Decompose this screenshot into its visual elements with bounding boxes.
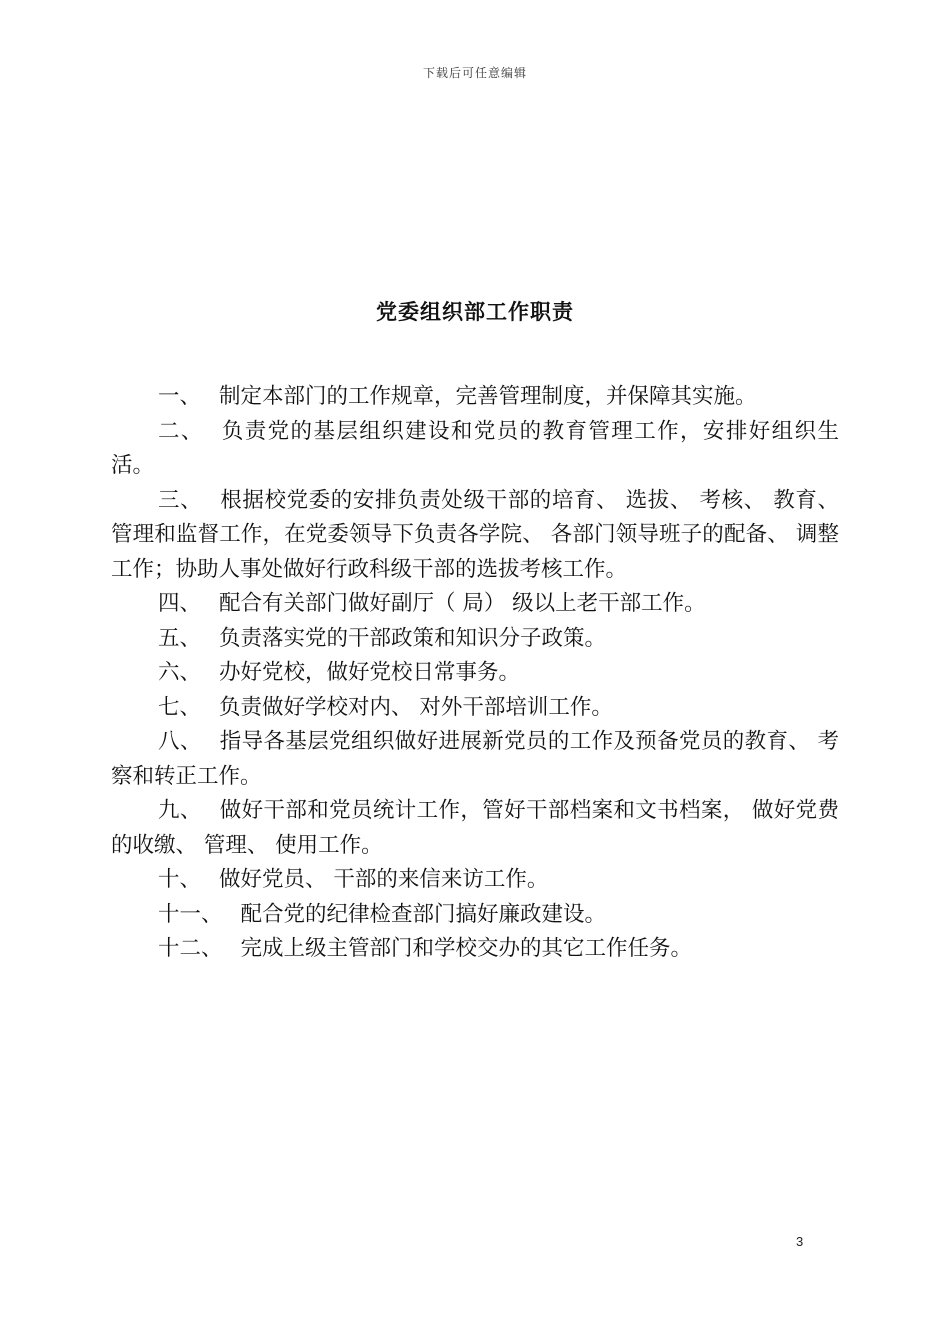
- duty-item-text: 负责党的基层组织建设和党员的教育管理工作，安排好组织生活。: [111, 418, 839, 478]
- duty-item-9: [111, 794, 839, 863]
- duty-item-number: 五、: [158, 625, 202, 651]
- duty-item-text: 做好干部和党员统计工作，管好干部档案和文书档案， 做好党费的收缴、 管理、 使用工作。: [111, 798, 839, 858]
- duty-item-text: 负责落实党的干部政策和知识分子政策。: [219, 625, 607, 651]
- duty-item-11: [111, 898, 839, 933]
- page-number: 3: [796, 1234, 804, 1249]
- duty-item-number: 十、: [158, 867, 202, 892]
- duty-item-7: [111, 691, 839, 726]
- document-title: 党委组织部工作职责: [376, 300, 574, 324]
- duty-item-text: 指导各基层党组织做好进展新党员的工作及预备党员的教育、 考察和转正工作。: [111, 729, 839, 789]
- duty-item-1: [111, 380, 839, 415]
- duty-item-text: 办好党校，做好党校日常事务。: [219, 660, 521, 685]
- duty-item-text: 负责做好学校对内、 对外干部培训工作。: [219, 694, 613, 720]
- duty-item-number: 六、: [158, 660, 202, 685]
- duty-item-text: 配合有关部门做好副厅（ 局） 级以上老干部工作。: [219, 591, 706, 616]
- duty-item-number: 三、: [158, 487, 203, 513]
- duty-item-text: 配合党的纪律检查部门搞好廉政建设。: [240, 901, 607, 927]
- header-note: 下载后可任意编辑: [422, 66, 527, 80]
- duty-item-6: [111, 656, 839, 691]
- duty-item-text: 根据校党委的安排负责处级干部的培育、 选拔、 考核、 教育、 管理和监督工作，在党委领导下负责各学院、 各部门领导班子的配备、 调整工作；协助人事处做好行政科级干部的选拔考核工作。: [111, 487, 839, 582]
- duty-item-text: 制定本部门的工作规章，完善管理制度，并保障其实施。: [219, 384, 757, 409]
- duty-item-12: [111, 932, 839, 967]
- duty-item-2: [111, 415, 839, 484]
- duty-item-number: 一、: [158, 384, 202, 409]
- duty-item-number: 二、: [158, 418, 204, 444]
- duty-list: [111, 380, 839, 967]
- duty-item-number: 十二、: [158, 936, 223, 961]
- duty-item-5: [111, 622, 839, 657]
- duty-item-number: 八、: [158, 729, 202, 754]
- duty-item-8: [111, 725, 839, 794]
- duty-item-text: 做好党员、 干部的来信来访工作。: [219, 867, 549, 892]
- duty-item-number: 九、: [158, 798, 202, 823]
- duty-item-text: 完成上级主管部门和学校交办的其它工作任务。: [240, 936, 693, 961]
- duty-item-number: 七、: [158, 694, 202, 720]
- duty-item-number: 十一、: [158, 901, 223, 927]
- duty-item-4: [111, 587, 839, 622]
- duty-item-number: 四、: [158, 591, 202, 616]
- duty-item-3: [111, 484, 839, 588]
- duty-item-10: [111, 863, 839, 898]
